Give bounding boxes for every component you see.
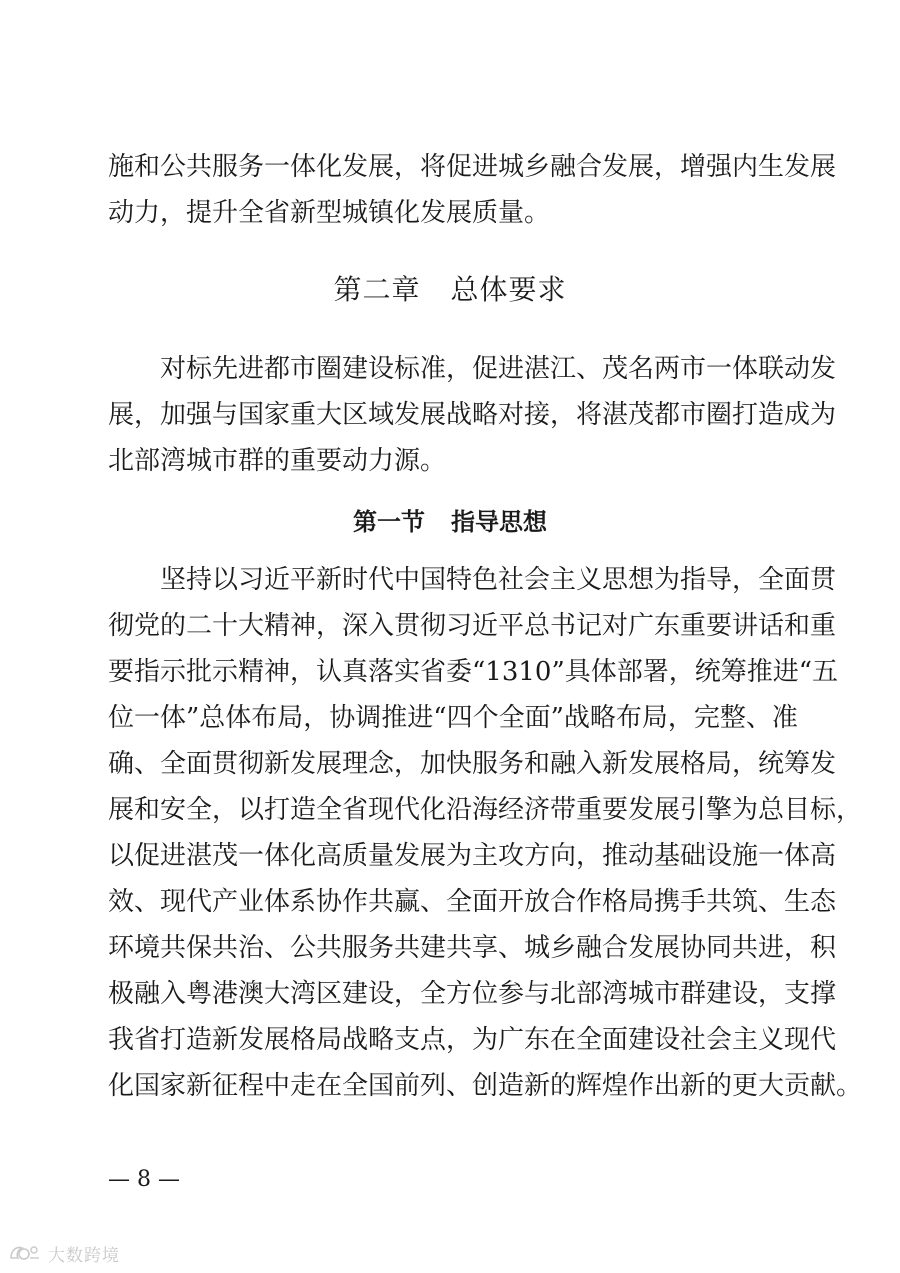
chapter-heading — [0, 272, 900, 308]
text-line: 以促进湛茂一体化高质量发展为主攻方向，推动基础设施一体高 — [108, 841, 837, 871]
text-line: 动力，提升全省新型城镇化发展质量。 — [108, 198, 551, 228]
chapter-title: 总体要求 — [450, 273, 567, 306]
text-line: 极融入粤港澳大湾区建设，全方位参与北部湾城市群建设，支撑 — [108, 979, 837, 1009]
watermark-text: 大数跨境 — [48, 1245, 120, 1266]
text-line: 我省打造新发展格局战略支点，为广东在全面建设社会主义现代 — [108, 1025, 837, 1055]
watermark — [8, 1240, 120, 1266]
section-heading — [0, 506, 900, 538]
text-line: 要指示批示精神，认真落实省委“1310”具体部署，统筹推进“五 — [108, 657, 839, 687]
section-title: 指导思想 — [451, 508, 547, 536]
text-line: 环境共保共治、公共服务共建共享、城乡融合发展协同共进，积 — [108, 933, 837, 963]
page-number: — 8 — — [108, 1167, 180, 1192]
text-line: 对标先进都市圈建设标准，促进湛江、茂名两市一体联动发 — [160, 354, 837, 384]
chapter-number: 第二章 — [333, 273, 421, 306]
text-line: 化国家新征程中走在全国前列、创造新的辉煌作出新的更大贡献。 — [108, 1071, 863, 1101]
text-line: 展和安全，以打造全省现代化沿海经济带重要发展引擎为总目标， — [108, 795, 863, 825]
section-number: 第一节 — [353, 508, 425, 536]
text-line: 施和公共服务一体化发展，将促进城乡融合发展，增强内生发展 — [108, 152, 837, 182]
text-line: 展，加强与国家重大区域发展战略对接，将湛茂都市圈打造成为 — [108, 400, 837, 430]
watermark-logo-icon — [8, 1242, 42, 1264]
text-line: 北部湾城市群的重要动力源。 — [108, 446, 447, 476]
text-line: 坚持以习近平新时代中国特色社会主义思想为指导，全面贯 — [160, 565, 837, 595]
text-line: 效、现代产业体系协作共赢、全面开放合作格局携手共筑、生态 — [108, 887, 837, 917]
text-line: 确、全面贯彻新发展理念，加快服务和融入新发展格局，统筹发 — [108, 749, 837, 779]
text-line: 位一体”总体布局，协调推进“四个全面”战略布局，完整、准 — [108, 703, 798, 733]
text-line: 彻党的二十大精神，深入贯彻习近平总书记对广东重要讲话和重 — [108, 611, 837, 641]
